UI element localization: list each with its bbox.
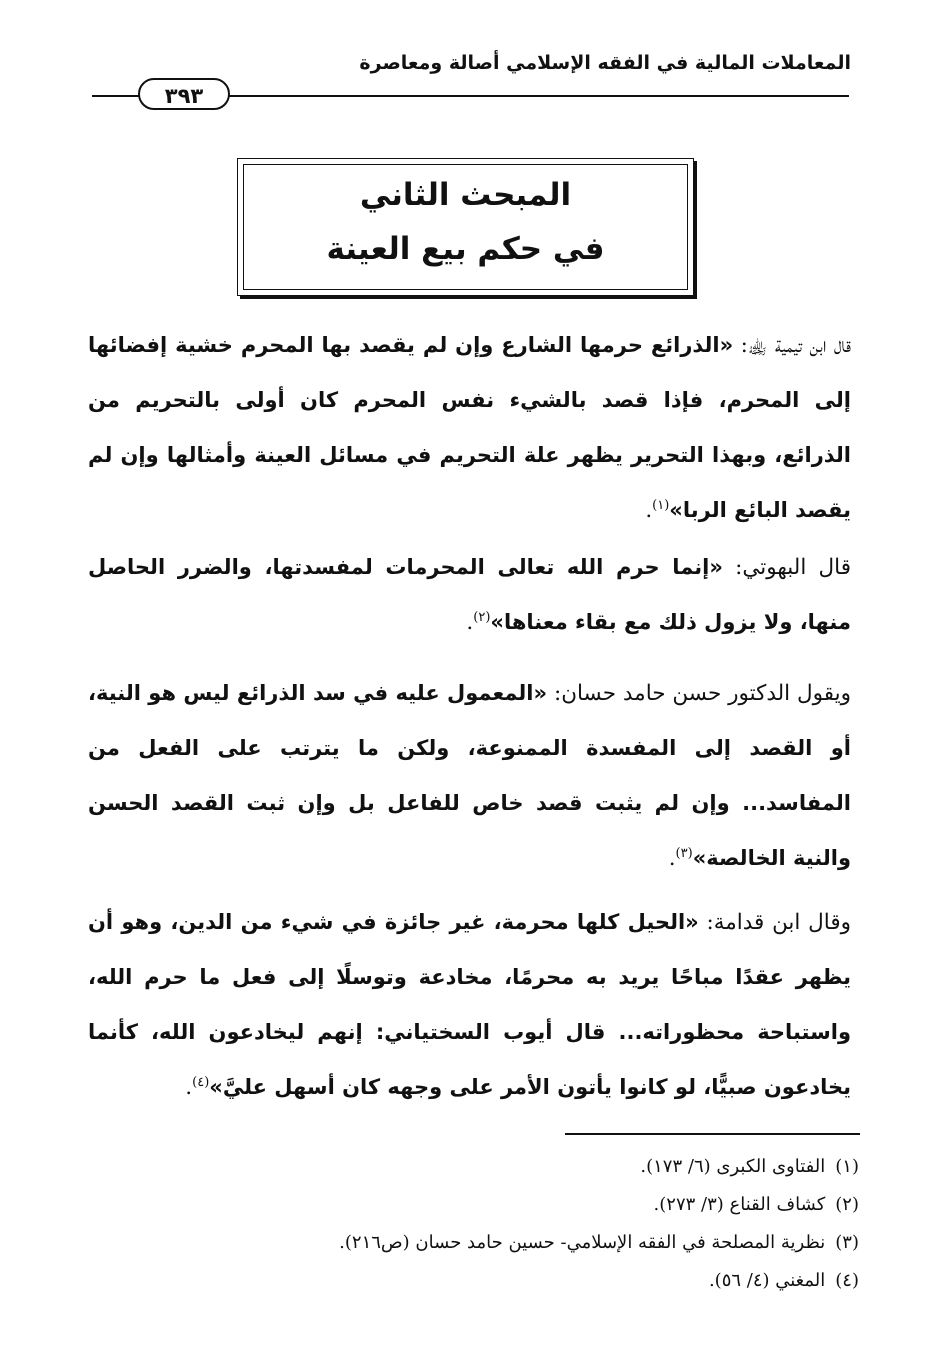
paragraph-quote: «المعمول عليه في سد الذرائع ليس هو النية، أو القصد إلى المفسدة الممنوعة، ولكن ما يترتب على الفعل من المفاسد... وإن لم يثبت قصد خاص للفاعل بل وإن ثبت القصد الحسن والنية الخالصة» — [88, 681, 851, 870]
footnote-number: (١) — [835, 1156, 859, 1177]
footnote-1 — [88, 1148, 859, 1186]
paragraph-quote: «الحيل كلها محرمة، غير جائزة في شيء من الدين، وهو أن يظهر عقدًا مباحًا يريد به محرمًا، مخادعة وتوسلًا إلى فعل ما حرم الله، واستباحة محظوراته... قال أيوب السختياني: إنهم ليخادعون الله، كأنما يخادعون صبيًّا، لو كانوا يأتون الأمر على وجهه كان أسهل عليَّ» — [88, 910, 851, 1099]
footnote-ref: (١) — [652, 497, 670, 513]
paragraph-tail: . — [668, 846, 676, 871]
footnote-text: المغني (٤/ ٥٦). — [708, 1270, 826, 1291]
footnote-4 — [88, 1262, 859, 1300]
paragraph-quote: «إنما حرم الله تعالى المحرمات لمفسدتها، والضرر الحاصل منها، ولا يزول ذلك مع بقاء معناها» — [88, 555, 851, 634]
section-title-line-2: في حكم بيع العينة — [326, 231, 605, 267]
footnote-ref: (٤) — [192, 1074, 210, 1090]
paragraph-ibn-taymiyya — [88, 318, 851, 538]
page-number: ٣٩٣ — [138, 78, 230, 110]
section-title-box — [237, 158, 694, 296]
paragraph-lead: قال البهوتي: — [722, 555, 851, 580]
footnotes — [88, 1148, 859, 1300]
footnote-ref: (٢) — [473, 609, 491, 625]
paragraph-tail: . — [466, 610, 474, 635]
footnote-text: كشاف القناع (٣/ ٢٧٣). — [653, 1194, 826, 1215]
footnote-number: (٣) — [835, 1232, 859, 1253]
footnote-number: (٢) — [835, 1194, 859, 1215]
footnote-number: (٤) — [835, 1270, 859, 1291]
paragraph-quote: «الذرائع حرمها الشارع وإن لم يقصد بها المحرم خشية إفضائها إلى المحرم، فإذا قصد بالشيء نفس المحرم كان أولى بالتحريم من الذرائع، وبهذا التحرير يظهر علة التحريم في مسائل العينة وأمثالها وإن لم يقصد البائع الربا» — [88, 333, 851, 522]
section-title-line-1: المبحث الثاني — [359, 177, 572, 213]
paragraph-tail: . — [645, 498, 653, 523]
footnote-ref: (٣) — [675, 845, 693, 861]
paragraph-hassan — [88, 666, 851, 886]
paragraph-tail: . — [185, 1075, 193, 1100]
paragraph-ibn-qudama — [88, 895, 851, 1115]
paragraph-lead: قال ابن تيمية ﵀: — [733, 333, 851, 358]
paragraph-buhuti — [88, 540, 851, 650]
paragraph-lead: وقال ابن قدامة: — [698, 910, 851, 935]
footnote-separator — [565, 1133, 860, 1135]
section-title-inner-frame — [243, 164, 688, 290]
footnote-3 — [88, 1224, 859, 1262]
paragraph-lead: ويقول الدكتور حسن حامد حسان: — [547, 681, 851, 706]
footnote-2 — [88, 1186, 859, 1224]
footnote-text: نظرية المصلحة في الفقه الإسلامي- حسين حامد حسان (ص٢١٦). — [339, 1232, 826, 1253]
running-title: المعاملات المالية في الفقه الإسلامي أصالة ومعاصرة — [359, 52, 851, 74]
footnote-text: الفتاوى الكبرى (٦/ ١٧٣). — [640, 1156, 826, 1177]
